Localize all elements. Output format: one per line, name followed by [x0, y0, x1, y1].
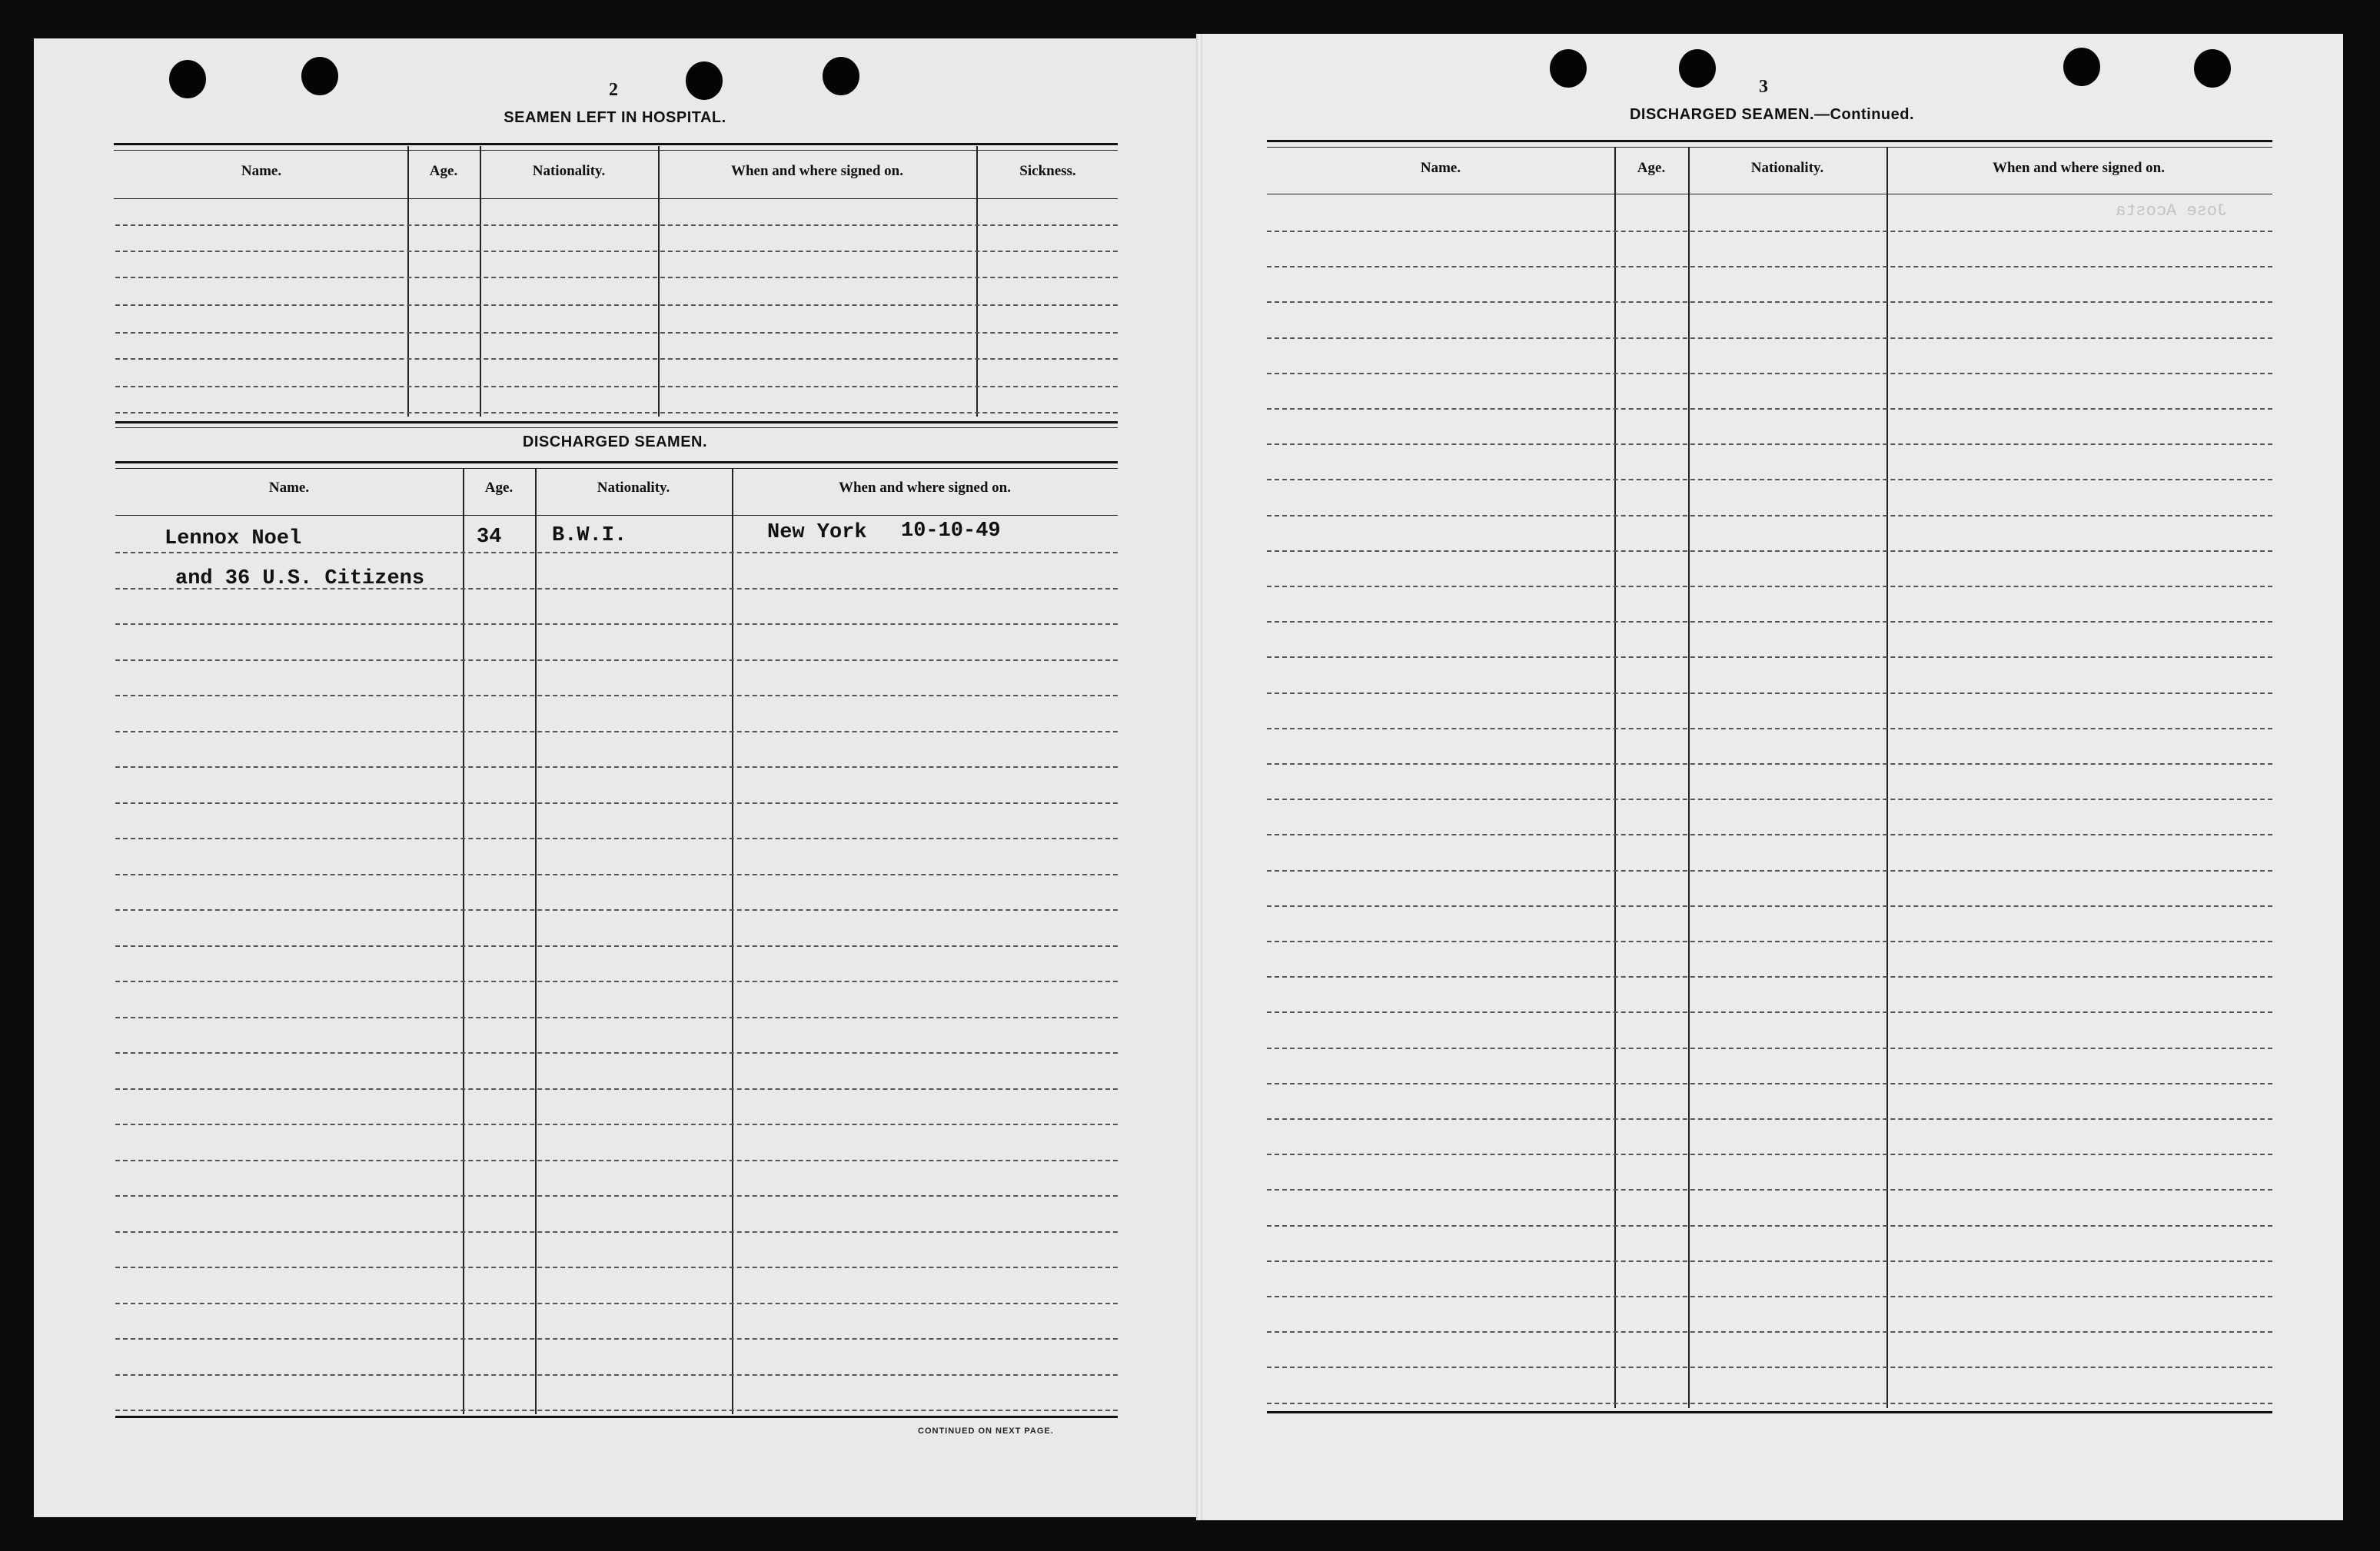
ruled-line: [1267, 941, 2272, 942]
ruled-line: [115, 358, 1118, 360]
ruled-line: [115, 1231, 1118, 1233]
rule: [115, 461, 1118, 463]
ruled-line: [1267, 1403, 2272, 1404]
ruled-line: [1267, 834, 2272, 835]
punch-hole: [1679, 49, 1716, 88]
seaman-age: 34: [477, 526, 502, 549]
page-fold: [1196, 34, 1202, 1520]
ruled-line: [115, 659, 1118, 661]
ruled-line: [115, 981, 1118, 982]
seaman-nationality: B.W.I.: [552, 524, 627, 547]
ruled-line: [115, 1160, 1118, 1161]
ruled-line: [1267, 1367, 2272, 1368]
seaman-signed-on-date: 10-10-49: [901, 520, 1001, 543]
ruled-line: [115, 552, 1118, 553]
page-number-right: 3: [1759, 77, 1768, 97]
ruled-line: [1267, 231, 2272, 232]
page-number-left: 2: [609, 80, 618, 100]
ruled-line: [1267, 1154, 2272, 1155]
ruled-line: [115, 909, 1118, 911]
ruled-line: [115, 1124, 1118, 1125]
ruled-line: [1267, 443, 2272, 445]
ruled-line: [1267, 656, 2272, 658]
ruled-line: [115, 1017, 1118, 1018]
col-header-nationality: Nationality.: [597, 480, 670, 496]
rule: [1267, 140, 2272, 142]
hospital-section-title: SEAMEN LEFT IN HOSPITAL.: [504, 109, 726, 126]
col-header-age: Age.: [429, 163, 458, 179]
ruled-line: [1267, 870, 2272, 872]
rule: [1267, 147, 2272, 148]
col-header-name: Name.: [268, 480, 310, 496]
ruled-line: [115, 1088, 1118, 1090]
column-divider: [463, 469, 464, 1414]
column-divider: [658, 146, 660, 417]
ruled-line: [115, 1338, 1118, 1340]
column-divider: [1886, 148, 1888, 1408]
ruled-line: [1267, 692, 2272, 694]
ruled-line: [1267, 976, 2272, 978]
ruled-line: [1267, 1011, 2272, 1013]
col-header-signed-on: When and where signed on.: [838, 480, 1011, 496]
seaman-signed-on-place: New York: [767, 521, 867, 544]
discharged-section-title: DISCHARGED SEAMEN.: [522, 433, 708, 450]
punch-hole: [823, 57, 859, 95]
punch-hole: [2194, 49, 2231, 88]
col-header-signed-on: When and where signed on.: [730, 163, 903, 179]
column-divider: [480, 146, 481, 417]
rule: [115, 468, 1118, 469]
ruled-line: [115, 304, 1118, 306]
punch-hole: [1550, 49, 1587, 88]
col-header-sickness: Sickness.: [1019, 163, 1076, 179]
ruled-line: [1267, 550, 2272, 552]
ruled-line: [115, 251, 1118, 252]
col-header-name: Name.: [1420, 160, 1461, 176]
col-header-nationality: Nationality.: [1750, 160, 1824, 176]
ruled-line: [115, 623, 1118, 625]
additional-crew-note: and 36 U.S. Citizens: [175, 567, 425, 590]
ruled-line: [1267, 479, 2272, 480]
col-header-name: Name.: [241, 163, 282, 179]
ruled-line: [1267, 301, 2272, 303]
seaman-name: Lennox Noel: [165, 527, 302, 550]
ruled-line: [115, 838, 1118, 839]
ruled-line: [1267, 586, 2272, 587]
ruled-line: [115, 874, 1118, 875]
ruled-line: [115, 224, 1118, 226]
ruled-line: [115, 1303, 1118, 1304]
column-divider: [976, 146, 978, 417]
column-divider: [535, 469, 537, 1414]
ruled-line: [115, 1052, 1118, 1054]
col-header-nationality: Nationality.: [532, 163, 606, 179]
ruled-line: [1267, 1048, 2272, 1049]
rule: [115, 421, 1118, 423]
ruled-line: [115, 1374, 1118, 1376]
col-header-age: Age.: [1637, 160, 1666, 176]
left-page: [34, 38, 1199, 1517]
punch-hole: [301, 57, 338, 95]
ruled-line: [1267, 1189, 2272, 1191]
ruled-line: [115, 386, 1118, 387]
ruled-line: [1267, 1260, 2272, 1262]
ruled-line: [1267, 621, 2272, 623]
rule: [115, 515, 1118, 516]
rule: [115, 1416, 1118, 1418]
ruled-line: [115, 1410, 1118, 1411]
punch-hole: [169, 60, 206, 98]
ruled-line: [115, 695, 1118, 696]
ruled-line: [115, 332, 1118, 334]
ruled-line: [1267, 799, 2272, 800]
rule: [115, 427, 1118, 428]
col-header-signed-on: When and where signed on.: [1992, 160, 2165, 176]
ruled-line: [1267, 1296, 2272, 1297]
ruled-line: [1267, 408, 2272, 410]
ruled-line: [1267, 905, 2272, 907]
ruled-line: [115, 802, 1118, 804]
column-divider: [1614, 148, 1616, 1408]
bleed-through-text: Jose Acosta: [2116, 201, 2228, 221]
column-divider: [732, 469, 733, 1414]
ruled-line: [1267, 1083, 2272, 1084]
ruled-line: [1267, 1331, 2272, 1333]
ruled-line: [1267, 728, 2272, 729]
column-divider: [1688, 148, 1690, 1408]
ruled-line: [1267, 266, 2272, 267]
col-header-age: Age.: [484, 480, 514, 496]
continued-footer: CONTINUED ON NEXT PAGE.: [918, 1426, 1054, 1436]
punch-hole: [2063, 48, 2100, 86]
ruled-line: [115, 412, 1118, 413]
right-section-title: DISCHARGED SEAMEN.—Continued.: [1629, 106, 1915, 123]
rule: [114, 198, 1118, 199]
ruled-line: [1267, 1118, 2272, 1120]
ruled-line: [1267, 763, 2272, 765]
column-divider: [407, 146, 409, 417]
rule: [114, 143, 1118, 145]
ruled-line: [115, 731, 1118, 732]
ruled-line: [1267, 337, 2272, 339]
ruled-line: [115, 277, 1118, 278]
ruled-line: [1267, 373, 2272, 374]
punch-hole: [686, 61, 723, 100]
ruled-line: [115, 945, 1118, 947]
ruled-line: [1267, 1225, 2272, 1227]
rule: [114, 150, 1118, 151]
rule: [1267, 1411, 2272, 1413]
ruled-line: [115, 1267, 1118, 1268]
ruled-line: [115, 1195, 1118, 1197]
ruled-line: [1267, 515, 2272, 516]
ruled-line: [115, 766, 1118, 768]
